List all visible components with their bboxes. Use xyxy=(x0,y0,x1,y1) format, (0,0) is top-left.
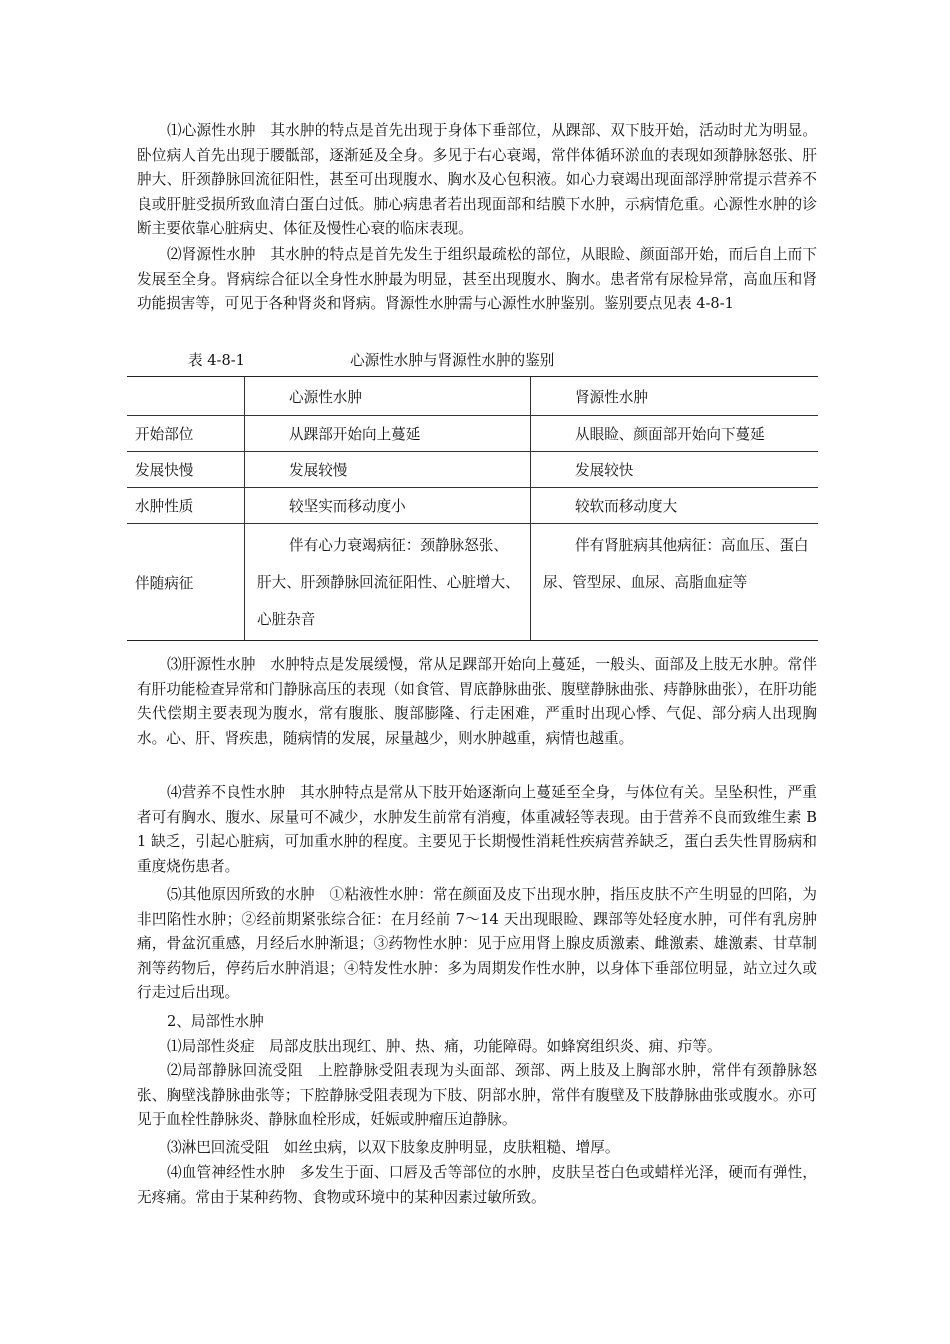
table-cell: 伴有心力衰竭病征：颈静脉怒张、肝大、肝颈静脉回流征阳性、心脏增大、心脏杂音 xyxy=(257,536,520,628)
table-header-cell: 心源性水肿 xyxy=(289,388,362,406)
table-caption xyxy=(188,351,788,371)
table-row xyxy=(127,524,818,641)
table-row xyxy=(127,488,818,524)
edema-comparison-table xyxy=(127,376,818,641)
table-cell: 发展较慢 xyxy=(289,462,348,479)
table-header-cell xyxy=(127,377,245,416)
table-header-cell: 肾源性水肿 xyxy=(575,388,648,406)
table-row-label: 开始部位 xyxy=(127,416,245,452)
section-heading-local-edema: 2、局部性水肿 xyxy=(167,1013,264,1030)
paragraph-renal-edema: ⑵肾源性水肿 其水肿的特点是首先发生于组织最疏松的部位，从眼睑、颜面部开始，而后自上而下发展至全身。肾病综合征以全身性水肿最为明显，甚至出现腹水、胸水。患者常有尿检异常，高血压和肾功能损害等，可见于各种肾炎和肾病。肾源性水肿需与心源性水肿鉴别。鉴别要点见表 4-8-1 xyxy=(137,246,817,313)
table-cell: 较软而移动度大 xyxy=(575,498,678,515)
table-cell: 发展较快 xyxy=(575,462,634,479)
paragraph-local-inflammation: ⑴局部性炎症 局部皮肤出现红、肿、热、痛，功能障碍。如蜂窝组织炎、痈、疖等。 xyxy=(167,1038,722,1055)
table-cell: 伴有肾脏病其他病征：高血压、蛋白尿、管型尿、血尿、高脂血症等 xyxy=(543,536,809,591)
table-title: 心源性水肿与肾源性水肿的鉴别 xyxy=(350,352,555,369)
table-row-label: 伴随病征 xyxy=(127,524,245,641)
paragraph-cardiac-edema: ⑴心源性水肿 其水肿的特点是首先出现于身体下垂部位，从踝部、双下肢开始，活动时尤为明显。卧位病人首先出现于腰骶部，逐渐延及全身。多见于右心衰竭，常伴体循环淤血的表现如颈静脉怒张、肝肿大、肝颈静脉回流征阳性，甚至可出现腹水、胸水及心包积液。如心力衰竭出现面部浮肿常提示营养不良或肝脏受损所致血清白蛋白过低。肺心病患者若出现面部和结膜下水肿，示病情危重。心源性水肿的诊断主要依靠心脏病史、体征及慢性心衰的临床表现。 xyxy=(137,122,817,238)
paragraph-hepatic-edema: ⑶肝源性水肿 水肿特点是发展缓慢，常从足踝部开始向上蔓延，一般头、面部及上肢无水肿。常伴有肝功能检查异常和门静脉高压的表现（如食管、胃底静脉曲张、腹壁静脉曲张、痔静脉曲张），在肝功能失代偿期主要表现为腹水，常有腹胀、腹部膨隆、行走困难，严重时出现心悸、气促、部分病人出现胸水。心、肝、肾疾患，随病情的发展，尿量越少，则水肿越重，病情也越重。 xyxy=(137,656,817,747)
table-row-label: 发展快慢 xyxy=(127,452,245,488)
table-cell: 从踝部开始向上蔓延 xyxy=(289,426,421,443)
paragraph-lymphatic-obstruction: ⑶淋巴回流受阻 如丝虫病，以双下肢象皮肿明显，皮肤粗糙、增厚。 xyxy=(167,1139,620,1156)
table-cell: 较坚实而移动度小 xyxy=(289,498,406,515)
table-row-label: 水肿性质 xyxy=(127,488,245,524)
table-row xyxy=(127,452,818,488)
table-row xyxy=(127,416,818,452)
paragraph-other-edema: ⑸其他原因所致的水肿 ①粘液性水肿：常在颜面及皮下出现水肿，指压皮肤不产生明显的凹陷，为非凹陷性水肿；②经前期紧张综合征：在月经前 7～14 天出现眼睑、踝部等处轻度水肿，可伴有乳房肿痛，骨盆沉重感，月经后水肿渐退；③药物性水肿：见于应用肾上腺皮质激素、雌激素、雄激素、甘草制剂等药物后，停药后水肿消退；④特发性水肿：多为周期发作性水肿，以身体下垂部位明显，站立过久或行走过后出现。 xyxy=(137,886,817,1002)
paragraph-venous-obstruction: ⑵局部静脉回流受阻 上腔静脉受阻表现为头面部、颈部、两上肢及上胸部水肿，常伴有颈静脉怒张、胸壁浅静脉曲张等；下腔静脉受阻表现为下肢、阴部水肿，常伴有腹壁及下肢静脉曲张或腹水。亦可见于血栓性静脉炎、静脉血栓形成，妊娠或肿瘤压迫静脉。 xyxy=(137,1062,817,1129)
paragraph-angioedema: ⑷血管神经性水肿 多发生于面、口唇及舌等部位的水肿，皮肤呈苍白色或蜡样光泽，硬而有弹性，无疼痛。常由于某种药物、食物或环境中的某种因素过敏所致。 xyxy=(137,1164,817,1206)
paragraph-malnutrition-edema: ⑷营养不良性水肿 其水肿特点是常从下肢开始逐渐向上蔓延至全身，与体位有关。呈坠积性，严重者可有胸水、腹水、尿量可不减少，水肿发生前常有消瘦，体重减轻等表现。由于营养不良而致维生素 B1 缺乏，引起心脏病，可加重水肿的程度。主要见于长期慢性消耗性疾病营养缺乏，蛋白丢失性胃肠病和重度烧伤患者。 xyxy=(137,784,817,875)
table-cell: 从眼睑、颜面部开始向下蔓延 xyxy=(575,426,765,443)
table-header-row xyxy=(127,377,818,416)
table-number: 表 4-8-1 xyxy=(188,352,245,369)
